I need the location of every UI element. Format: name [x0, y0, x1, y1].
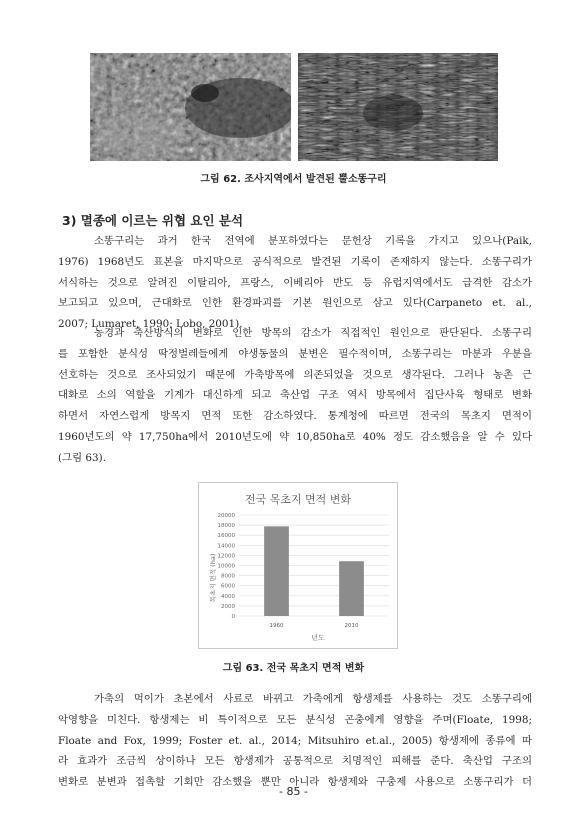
- chart-x-axis-label: 년도: [311, 634, 325, 642]
- y-tick-label: 4000: [221, 593, 235, 600]
- paragraph-line: 라 효과가 조금씩 상이하나 모든 항생제가 공통적으로 치명적인 피해를 준다. 축산업 구조의: [58, 755, 532, 768]
- paragraph-line: 를 포함한 분식성 딱정벌레들에게 야생동물의 분변은 필수적이며, 소똥구리는 마분과 우분을: [58, 347, 532, 360]
- y-tick-label: 20000: [217, 513, 235, 519]
- paragraph-line: 악영향을 미친다. 항생제는 비 특이적으로 모든 분식성 곤충에게 영향을 주며(Floate, 1998;: [58, 713, 532, 726]
- paragraph-line: 하면서 자연스럽게 방목지 면적 또한 감소하였다. 통계청에 따르면 전국의 목초지 면적이: [58, 410, 532, 423]
- paragraph-line: 농경과 축산방식의 변화로 인한 방목의 감소가 직접적인 원인으로 판단된다. 소똥구리: [94, 327, 532, 339]
- y-tick-label: 6000: [221, 583, 235, 590]
- section-heading: 3) 멸종에 이르는 위협 요인 분석: [62, 213, 244, 228]
- x-tick-label: 2010: [344, 623, 359, 629]
- y-tick-label: 2000: [221, 603, 235, 610]
- paragraph-line: 변화로 분변과 접촉할 기회만 감소했을 뿐만 아니라 항생제와 구충제 사용으로 소똥구리가 더: [58, 776, 532, 789]
- y-tick-label: 8000: [221, 573, 235, 580]
- page-number: - 85 -: [279, 785, 308, 798]
- chart-y-ticks: [218, 513, 236, 620]
- paragraph-3: [58, 689, 532, 793]
- grassland-area-chart: [198, 482, 398, 649]
- chart-title: 전국 목초지 면적 변화: [244, 493, 352, 506]
- y-tick-label: 0: [231, 614, 235, 620]
- paragraph-line: 보고되고 있으며, 근대화로 인한 환경파괴를 기본 원인으로 삼고 있다(Carpaneto et. al.,: [58, 297, 532, 310]
- chart-bars: [264, 526, 364, 616]
- figure-62-caption: 그림 62. 조사지역에서 발견된 뿔소똥구리: [200, 174, 387, 185]
- paragraph-line: 1976) 1968년도 표본을 마지막으로 공식적으로 발견된 기록이 존재하지 않는다. 소똥구리가: [58, 255, 532, 268]
- chart-x-ticks: [270, 623, 359, 629]
- y-tick-label: 12000: [217, 553, 235, 560]
- paragraph-line: 가축의 먹이가 초본에서 사료로 바뀌고 가축에게 항생제를 사용하는 것도 소똥구리에: [94, 693, 532, 705]
- paragraph-line: 대화로 소의 역할을 기계가 대신하게 되고 축산업 구조 역시 방목에서 집단사육 형태로 변화: [58, 389, 532, 402]
- chart-y-axis-label: 목초지 면적 (ha): [209, 553, 217, 603]
- y-tick-label: 18000: [217, 523, 235, 530]
- paragraph-1: [58, 231, 532, 335]
- x-tick-label: 1960: [269, 623, 284, 629]
- chart-gridlines: [239, 515, 389, 616]
- y-tick-label: 10000: [217, 563, 235, 570]
- paragraph-line: 선호하는 것으로 조사되었기 때문에 가축방목에 의존되었을 것으로 생각된다. 그러나 농촌 근: [58, 368, 532, 381]
- paragraph-line: (그림 63).: [58, 451, 107, 464]
- paragraph-line: 2007; Lumaret, 1990; Lobo, 2001).: [58, 318, 243, 331]
- bar-1960: [264, 526, 289, 616]
- figure-63-caption: 그림 63. 전국 목초지 면적 변화: [222, 663, 365, 674]
- paragraph-line: 소똥구리는 과거 한국 전역에 분포하였다는 문헌상 기록을 가지고 있으나(Paik,: [94, 235, 532, 247]
- paragraph-2: [58, 323, 532, 469]
- dung-beetle-photo-left: [90, 53, 291, 161]
- paragraph-line: 서식하는 것으로 알려진 이탈리아, 프랑스, 이베리아 반도 등 유럽지역에서도 급격한 감소가: [58, 276, 532, 289]
- paragraph-line: 1960년도의 약 17,750ha에서 2010년도에 약 10,850ha로 40% 정도 감소했음을 알 수 있다: [58, 430, 532, 443]
- paragraph-line: Floate and Fox, 1999; Foster et. al., 2014; Mitsuhiro et.al., 2005) 항생제에 종류에 따: [58, 734, 532, 747]
- y-tick-label: 16000: [217, 533, 235, 540]
- bar-2010: [339, 561, 364, 616]
- y-tick-label: 14000: [217, 543, 235, 550]
- dung-beetle-photo-right: [298, 53, 498, 161]
